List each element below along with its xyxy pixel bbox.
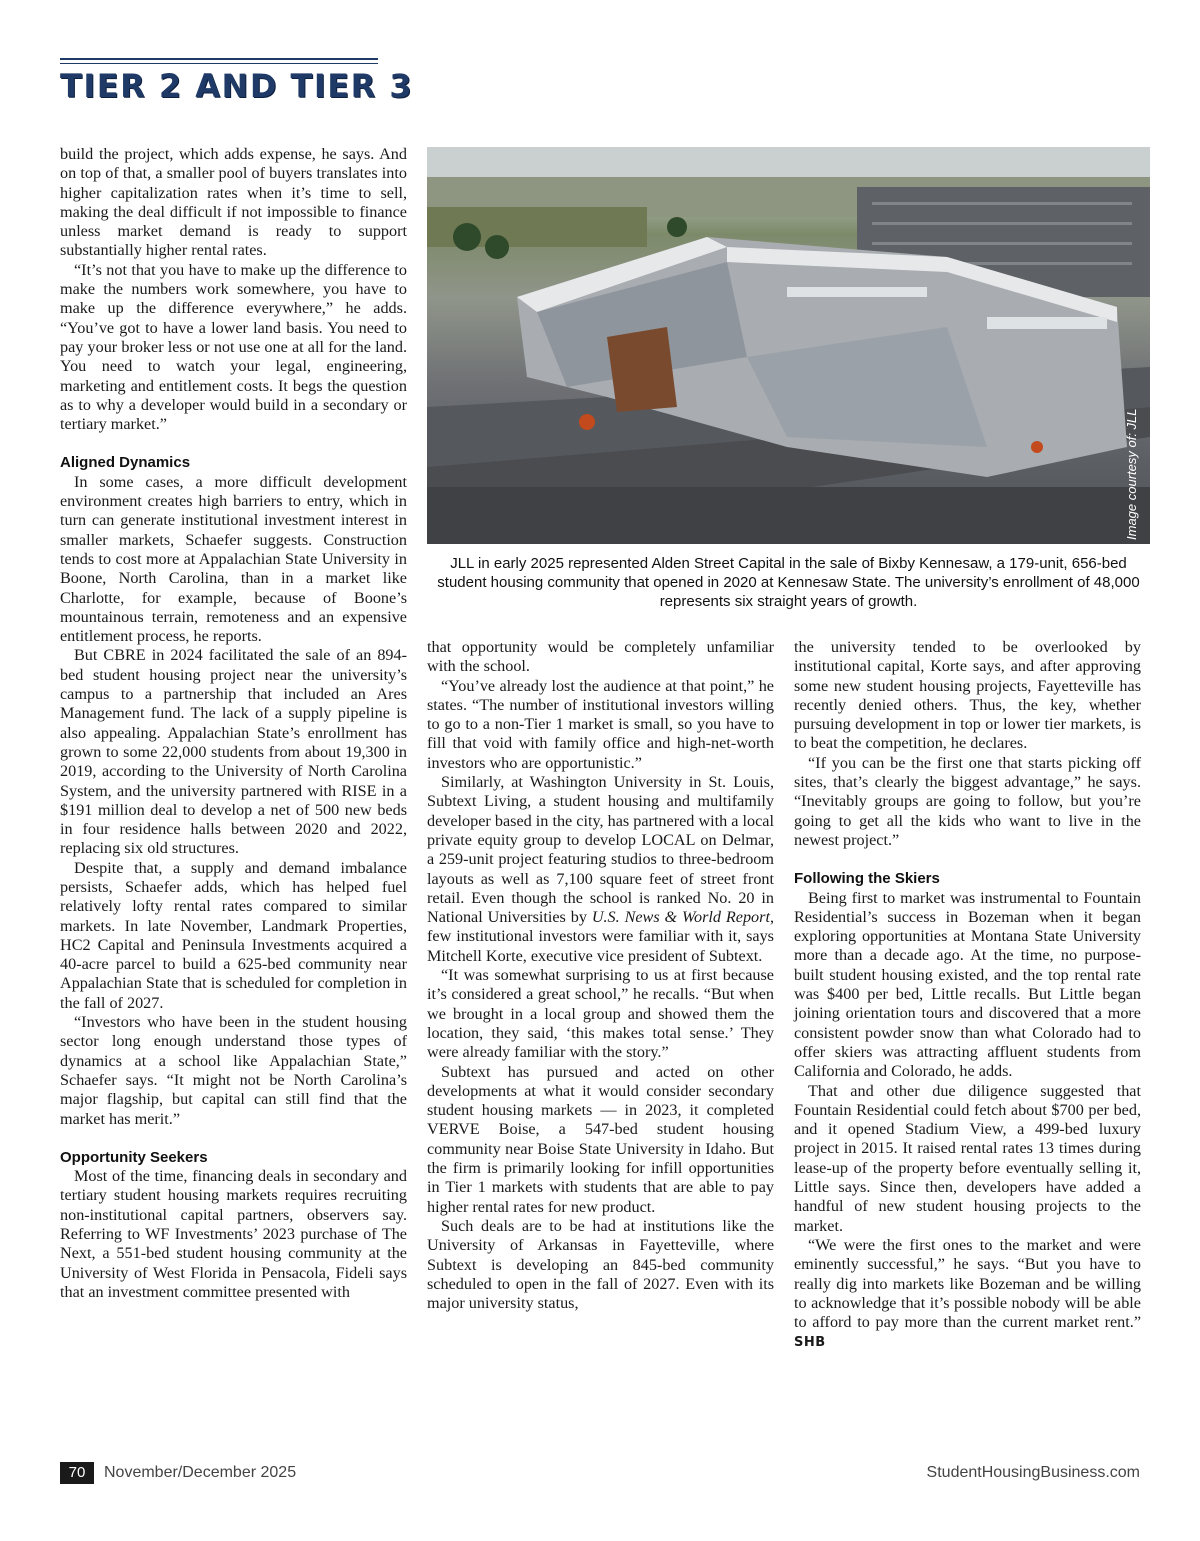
paragraph	[427, 773, 774, 966]
paragraph: build the project, which adds expense, he says. And on top of that, a smaller pool of buyers translates into higher capitalization rates when it’s time to sell, making the deal difficult if not impossible to finance unless market demand is ready to support substantially higher rental rates.	[60, 145, 407, 260]
paragraph: “You’ve already lost the audience at that point,” he states. “The number of institutional investors willing to go to a non-Tier 1 market is small, so you have to fill that void with family office and high-net-worth investors who are opportunistic.”	[427, 676, 774, 772]
paragraph: But CBRE in 2024 facilitated the sale of an 894-bed student housing project near the university’s campus to a partnership that included an Ares Management fund. The lack of a supply pipeline is also appealing. Appalachian State’s enrollment has grown to some 22,000 students from about 19,300 in 2019, according to the University of North Carolina System, and the university partnered with RISE in a $191 million deal to develop a net of 500 new beds in four residence halls between 2020 and 2022, replacing six old structures.	[60, 646, 407, 858]
paragraph: Being first to market was instrumental to Fountain Residential’s success in Bozeman when it began exploring opportunities at Montana State University more than a decade ago. At the time, no purpose-built student housing existed, and the top rental rate was $400 per bed, Little recalls. But Little began joining orientation tours and discovered that a more consistent powder snow than what Colorado had to offer skiers was attracting affluent students from California and Colorado, he adds.	[794, 888, 1141, 1081]
header-rule-bottom	[60, 63, 378, 64]
paragraph: Most of the time, financing deals in secondary and tertiary student housing markets requires recruiting non-institutional capital partners, observers say. Referring to WF Investments’ 2023 purchase of The Next, a 551-bed student housing community at the University of West Florida in Pensacola, Fideli says that an investment committee presented with	[60, 1167, 407, 1301]
subheading-aligned-dynamics: Aligned Dynamics	[60, 454, 191, 472]
paragraph: “If you can be the first one that starts picking off sites, that’s clearly the biggest advantage,” he says. “Inevitably groups are going to follow, but you’re going to get all the kids who want to live in the newest project.”	[794, 753, 1141, 849]
paragraph: In some cases, a more difficult development environment creates high barriers to entry, which in turn can generate institutional investment interest in smaller markets, Schaefer suggests. Construction tends to cost more at Appalachian State University in Boone, North Carolina, than in a market like Charlotte, for example, because of Boone’s mountainous terrain, remoteness and an expensive entitlement process, he reports.	[60, 472, 407, 646]
article-column-2	[427, 638, 774, 1313]
header-rule-top	[60, 58, 378, 60]
paragraph: Such deals are to be had at institutions like the University of Arkansas in Fayetteville, where Subtext is developing an 845-bed community scheduled to open in the fall of 2027. Even with its major university status,	[427, 1216, 774, 1313]
paragraph: “It’s not that you have to make up the difference to make the numbers work somewhere, you have to make up the difference everywhere,” he adds. “You’ve got to have a lower land basis. You need to pay your broker less or not use one at all for the land. You need to watch your legal, engineering, marketing and entitlement costs. It begs the question as to why a developer would build in a secondary or tertiary market.”	[60, 260, 407, 434]
paragraph: “Investors who have been in the student housing sector long enough understand those types of dynamics at a school like Appalachian State,” Schaefer says. “It might not be North Carolina’s major flagship, but capital can still find that the market has merit.”	[60, 1013, 407, 1128]
paragraph: “It was somewhat surprising to us at first because it’s considered a great school,” he recalls. “But when we brought in a local group and showed them the location, they said, ‘this makes total sense.’ They were already familiar with the story.”	[427, 966, 774, 1062]
publication-website: StudentHousingBusiness.com	[926, 1464, 1140, 1481]
paragraph: Subtext has pursued and acted on other developments at what it would consider secondary student housing markets — in 2023, it completed VERVE Boise, a 547-bed student housing community near Boise State University in Idaho. But the firm is primarily looking for infill opportunities in Tier 1 markets with students that are able to pay higher rental rates for new product.	[427, 1062, 774, 1216]
subheading-opportunity-seekers: Opportunity Seekers	[60, 1148, 208, 1166]
issue-date: November/December 2025	[104, 1464, 297, 1481]
aerial-photo	[427, 147, 1150, 544]
publication-name: U.S. News & World Report	[591, 908, 770, 927]
paragraph: the university tended to be overlooked by institutional capital, Korte says, and after approving some new student housing projects, Fayetteville has recently denied others. Thus, the key, whether pursuing development in top or lower tier markets, is to beat the competition, he declares.	[794, 638, 1141, 753]
text-run: Similarly, at Washington University in St. Louis, Subtext Living, a student housing and multifamily developer based in the city, has partnered with a local private equity group to develop LOCAL on Delmar, a 259-unit project featuring studios to three-bedroom layouts as well as 7,100 square feet of street front retail. Even though the school is ranked No. 20 in National Universities by	[427, 773, 774, 927]
article-column-1	[60, 145, 407, 1302]
paragraph: Despite that, a supply and demand imbalance persists, Schaefer adds, which has helped fuel relatively lofty rental rates compared to similar markets. In late November, Landmark Properties, HC2 Capital and Peninsula Investments acquired a 40-acre parcel to build a 625-bed community near Appalachian State that is scheduled for completion in the fall of 2027.	[60, 858, 407, 1012]
text-run: “We were the first ones to the market and were eminently successful,” he says. “But you have to really dig into markets like Bozeman and be willing to acknowledge that it’s possible nobody will be able to afford to pay more than the current market rent.”	[794, 1235, 1141, 1332]
paragraph: that opportunity would be completely unfamiliar with the school.	[427, 638, 774, 676]
aerial-photo-illustration	[427, 147, 1150, 544]
section-title: TIER 2 AND TIER 3	[60, 67, 414, 105]
subheading-following-the-skiers: Following the Skiers	[794, 870, 940, 888]
photo-caption: JLL in early 2025 represented Alden Street Capital in the sale of Bixby Kennesaw, a 179-unit, 656-bed student housing community that opened in 2020 at Kennesaw State. The university’s enrollment of 48,000 represents six straight years of growth.	[437, 555, 1140, 610]
end-mark: SHB	[794, 1335, 826, 1351]
article-column-3	[794, 638, 1141, 1353]
text-run: , few institutional investors were familiar with it, says Mitchell Korte, executive vice president of Subtext.	[427, 908, 774, 965]
paragraph: That and other due diligence suggested that Fountain Residential could fetch about $700 per bed, and it opened Stadium View, a 499-bed luxury project in 2015. It raised rental rates 13 times during lease-up of the property before eventually selling it, Little says. Since then, developers have added a handful of new student housing projects to the market.	[794, 1081, 1141, 1235]
page-number: 70	[60, 1462, 94, 1484]
photo-credit: Image courtesy of: JLL	[1124, 408, 1139, 540]
paragraph	[794, 1236, 1141, 1353]
